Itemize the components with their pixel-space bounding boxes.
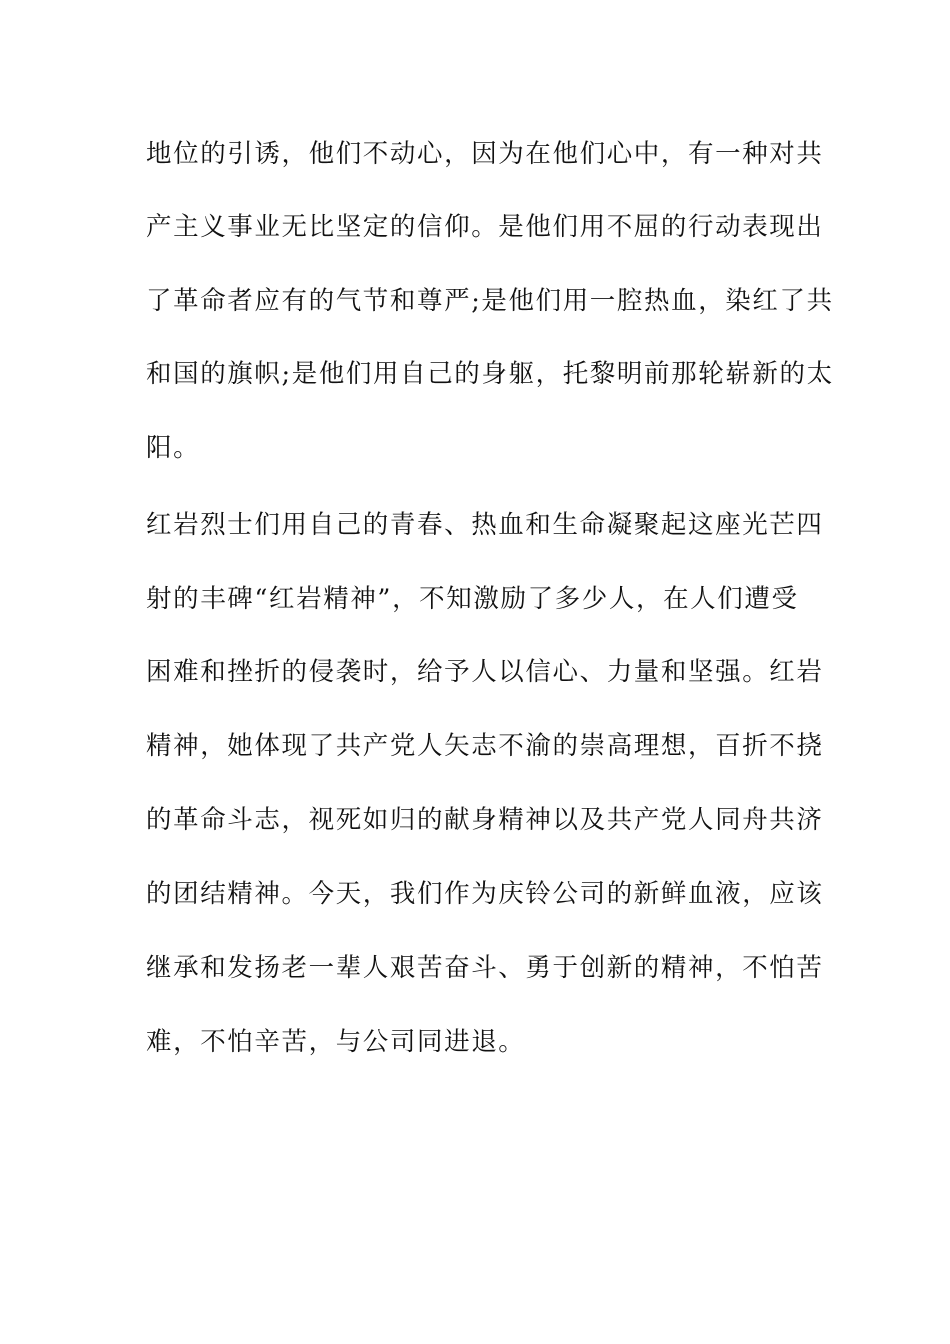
text-line: 和国的旗帜;是他们用自己的身躯，托黎明前那轮崭新的太 bbox=[146, 359, 834, 389]
text-line: 射的丰碑“红岩精神”，不知激励了多少人，在人们遭受 bbox=[146, 584, 799, 614]
text-line: 红岩烈士们用自己的青春、热血和生命凝聚起这座光芒四 bbox=[146, 510, 824, 540]
text-line: 精神，她体现了共产党人矢志不渝的崇高理想，百折不挠 bbox=[146, 731, 824, 761]
text-line: 困难和挫折的侵袭时，给予人以信心、力量和坚强。红岩 bbox=[146, 657, 824, 687]
text-line: 地位的引诱，他们不动心，因为在他们心中，有一种对共 bbox=[146, 139, 824, 169]
text-line: 继承和发扬老一辈人艰苦奋斗、勇于创新的精神，不怕苦 bbox=[146, 953, 824, 983]
text-line: 产主义事业无比坚定的信仰。是他们用不屈的行动表现出 bbox=[146, 212, 824, 242]
text-line: 的革命斗志，视死如归的献身精神以及共产党人同舟共济 bbox=[146, 805, 824, 835]
text-line: 阳。 bbox=[146, 433, 201, 463]
text-line: 的团结精神。今天，我们作为庆铃公司的新鲜血液，应该 bbox=[146, 879, 824, 909]
text-line: 了革命者应有的气节和尊严;是他们用一腔热血，染红了共 bbox=[146, 286, 834, 316]
text-line: 难，不怕辛苦，与公司同进退。 bbox=[146, 1027, 526, 1057]
